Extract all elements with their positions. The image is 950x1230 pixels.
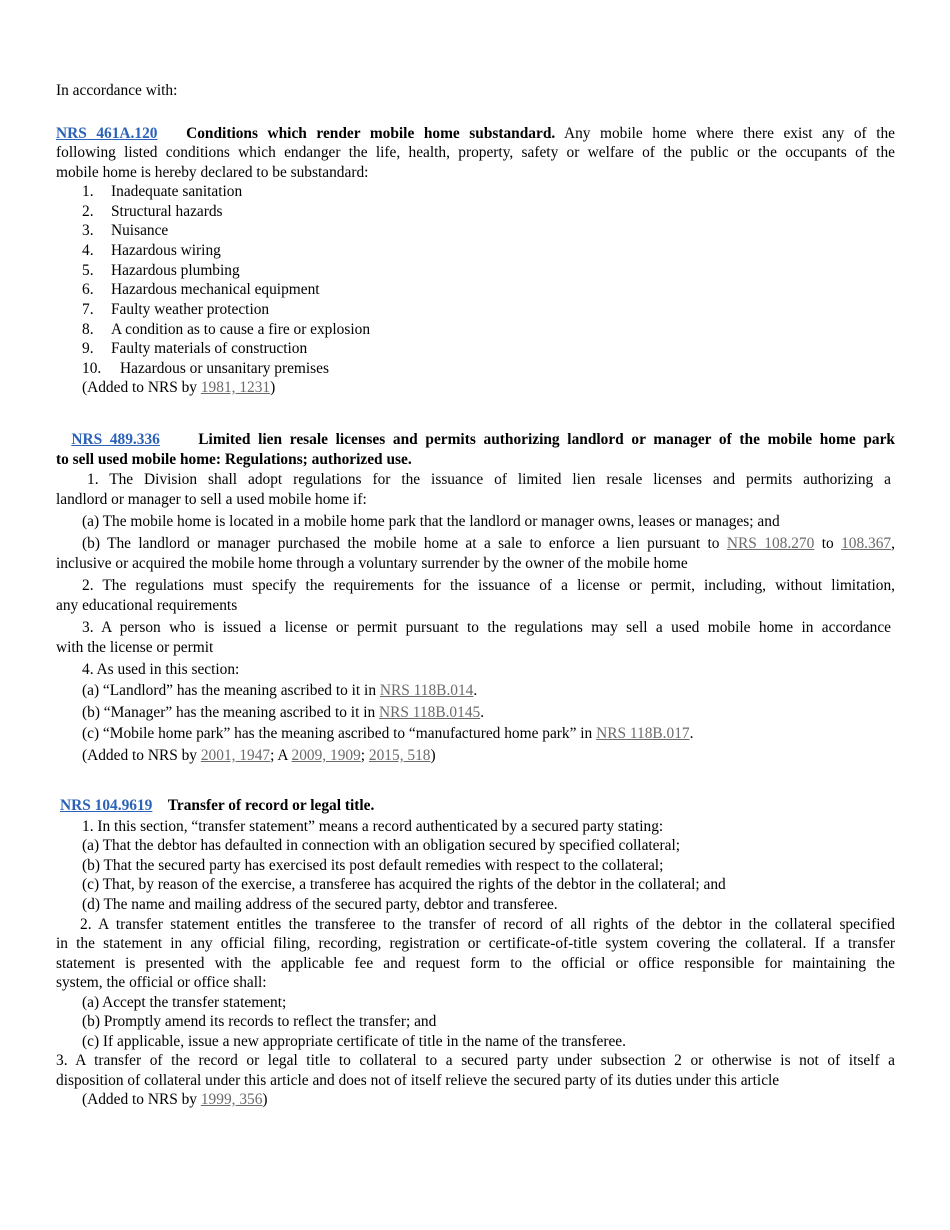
nrs-108-367-link[interactable]: 108.367: [841, 535, 892, 552]
s2-p4c-period: .: [689, 725, 694, 742]
s3-p1a: (a) That the debtor has defaulted in connection with an obligation secured by specified collateral;: [82, 837, 681, 854]
s2-p4c-text: (c) “Mobile home park” has the meaning ascribed to “manufactured home park” in: [82, 725, 597, 742]
s3-p2-l3: statement is presented with the applicable fee and request form to the official or office responsible for maintaining the: [56, 955, 895, 972]
s2-p1b-text: (b) The landlord or manager purchased the mobile home at a sale to enforce a lien pursuant to: [82, 535, 720, 552]
s2-p1b-to: to: [821, 535, 834, 552]
list-item: [82, 339, 921, 359]
list-item-number: 4.: [82, 242, 94, 259]
s2-p1-l1: 1. The Division shall adopt regulations for the issuance of limited lien resale licenses and permits authorizing a: [87, 471, 891, 488]
s2-p4a-text: (a) “Landlord” has the meaning ascribed to it in: [82, 682, 380, 699]
list-item-text: Nuisance: [111, 222, 169, 239]
s2-added-ref2-link[interactable]: 2009, 1909: [291, 747, 361, 764]
nrs-489-336-link[interactable]: NRS 489.336: [71, 431, 160, 448]
list-item-text: Hazardous wiring: [111, 242, 221, 259]
s3-added-prefix: (Added to NRS by: [82, 1091, 201, 1108]
s2-p4a-period: .: [473, 682, 478, 699]
s2-p4a: [82, 681, 921, 701]
s1-heading: Conditions which render mobile home substandard.: [186, 125, 556, 142]
list-item-text: A condition as to cause a fire or explosion: [111, 321, 371, 338]
s3-heading: Transfer of record or legal title.: [167, 797, 375, 814]
list-item: [82, 280, 921, 300]
nrs-108-270-link[interactable]: NRS 108.270: [726, 535, 815, 552]
s3-p3-l2: disposition of collateral under this article and does not of itself relieve the secured party of its duties under this article: [56, 1072, 780, 1089]
list-item-text: Faulty weather protection: [111, 301, 270, 318]
list-item-number: 3.: [82, 222, 94, 239]
s1-added-suffix: ): [270, 379, 276, 396]
s3-added-ref-link[interactable]: 1999, 356: [200, 1091, 263, 1108]
nrs-118b-014-link[interactable]: NRS 118B.014: [379, 682, 474, 699]
list-item-text: Hazardous mechanical equipment: [111, 281, 320, 298]
s3-p2c: (c) If applicable, issue a new appropriate certificate of title in the name of the transferee.: [82, 1033, 626, 1050]
s2-heading-l2-text: to sell used mobile home: Regulations; authorized use.: [56, 451, 412, 468]
s3-added: [82, 1090, 921, 1110]
s3-p1d: (d) The name and mailing address of the secured party, debtor and transferee.: [82, 896, 558, 913]
s3-p1: 1. In this section, “transfer statement” means a record authenticated by a secured party stating:: [82, 818, 664, 835]
list-item: [82, 320, 921, 340]
s2-added-ref3-link[interactable]: 2015, 518: [368, 747, 431, 764]
list-item-number: 6.: [82, 281, 94, 298]
list-item-number: 5.: [82, 262, 94, 279]
s2-p1a: (a) The mobile home is located in a mobile home park that the landlord or manager owns, leases or manages; and: [82, 513, 780, 530]
s2-p4b: [82, 703, 921, 723]
list-item-number: 1.: [82, 183, 94, 200]
s3-p2-l4: system, the official or office shall:: [56, 974, 267, 991]
s2-heading-line: [56, 430, 895, 450]
s3-p3-l1: 3. A transfer of the record or legal title to collateral to a secured party under subsection 2 or otherwise is not of itself a: [56, 1052, 895, 1069]
nrs-118b-017-link[interactable]: NRS 118B.017: [596, 725, 690, 742]
list-item: [82, 359, 921, 379]
s2-added-prefix: (Added to NRS by: [82, 747, 201, 764]
s2-p3-l1: 3. A person who is issued a license or permit pursuant to the regulations may sell a used mobile home in accordance: [82, 619, 891, 636]
nrs-104-9619-link[interactable]: NRS 104.9619: [60, 797, 153, 814]
s2-added-suffix: ): [430, 747, 436, 764]
s1-body-l2: following listed conditions which endanger the life, health, property, safety or welfare of the public or the occupants of the: [56, 144, 895, 161]
list-item-text: Hazardous plumbing: [111, 262, 240, 279]
s3-p2-l2: in the statement in any official filing, recording, registration or certificate-of-title system covering the collateral. If a transfer: [56, 935, 895, 952]
s2-added: [82, 746, 921, 766]
list-item-text: Inadequate sanitation: [111, 183, 243, 200]
s3-p1c: (c) That, by reason of the exercise, a transferee has acquired the rights of the debtor in the collateral; and: [82, 876, 726, 893]
s1-body-l1: Any mobile home where there exist any of the: [563, 125, 896, 142]
list-item-number: 8.: [82, 321, 94, 338]
s2-p1b: [82, 534, 895, 554]
s3-p2-l1: 2. A transfer statement entitles the transferee to the transfer of record of all rights of the debtor in the collateral specified: [80, 916, 895, 933]
s2-p4: 4. As used in this section:: [82, 661, 240, 678]
list-item-number: 7.: [82, 301, 94, 318]
list-item: [82, 202, 921, 222]
list-item-number: 9.: [82, 340, 94, 357]
s2-added-ref1-link[interactable]: 2001, 1947: [200, 747, 271, 764]
s1-added-prefix: (Added to NRS by: [82, 379, 201, 396]
list-item-text: Faulty materials of construction: [111, 340, 308, 357]
s2-p3-l2: with the license or permit: [56, 639, 214, 656]
nrs-461a-120-link[interactable]: NRS 461A.120: [56, 125, 158, 142]
intro-text: In accordance with:: [56, 82, 178, 99]
s2-heading-l1: Limited lien resale licenses and permits authorizing landlord or manager of the mobile home park: [198, 431, 895, 448]
s2-p4c: [82, 724, 921, 744]
s1-added: [82, 378, 921, 398]
s1-heading-line: [56, 124, 895, 144]
s2-p4b-text: (b) “Manager” has the meaning ascribed to it in: [82, 704, 380, 721]
s2-p4b-period: .: [480, 704, 485, 721]
s2-added-sep1: ; A: [270, 747, 292, 764]
s3-heading-line: [60, 796, 899, 816]
list-item-number: 2.: [82, 203, 94, 220]
list-item-number: 10.: [82, 360, 102, 377]
s3-p2b: (b) Promptly amend its records to reflect the transfer; and: [82, 1013, 437, 1030]
list-item: [82, 182, 921, 202]
s2-p1-l2: landlord or manager to sell a used mobile home if:: [56, 491, 367, 508]
list-item: [82, 261, 921, 281]
s2-heading-l2: [56, 450, 895, 470]
s2-p2-l1: 2. The regulations must specify the requirements for the issuance of a license or permit, including, without limitation,: [82, 577, 895, 594]
list-item: [82, 221, 921, 241]
s3-p2a: (a) Accept the transfer statement;: [82, 994, 287, 1011]
s2-p1b-l2: inclusive or acquired the mobile home through a voluntary surrender by the owner of the mobile home: [56, 555, 688, 572]
s2-p1b-comma: ,: [891, 535, 895, 552]
s2-added-sep2: ;: [360, 747, 369, 764]
s1-body-l3: mobile home is hereby declared to be substandard:: [56, 164, 369, 181]
s2-p2-l2: any educational requirements: [56, 597, 238, 614]
s3-added-suffix: ): [262, 1091, 268, 1108]
nrs-118b-0145-link[interactable]: NRS 118B.0145: [379, 704, 481, 721]
list-item: [82, 241, 921, 261]
s3-p1b: (b) That the secured party has exercised its post default remedies with respect to the collateral;: [82, 857, 664, 874]
list-item: [82, 300, 921, 320]
list-item-text: Hazardous or unsanitary premises: [120, 360, 329, 377]
list-item-text: Structural hazards: [111, 203, 223, 220]
s1-added-ref-link[interactable]: 1981, 1231: [200, 379, 271, 396]
